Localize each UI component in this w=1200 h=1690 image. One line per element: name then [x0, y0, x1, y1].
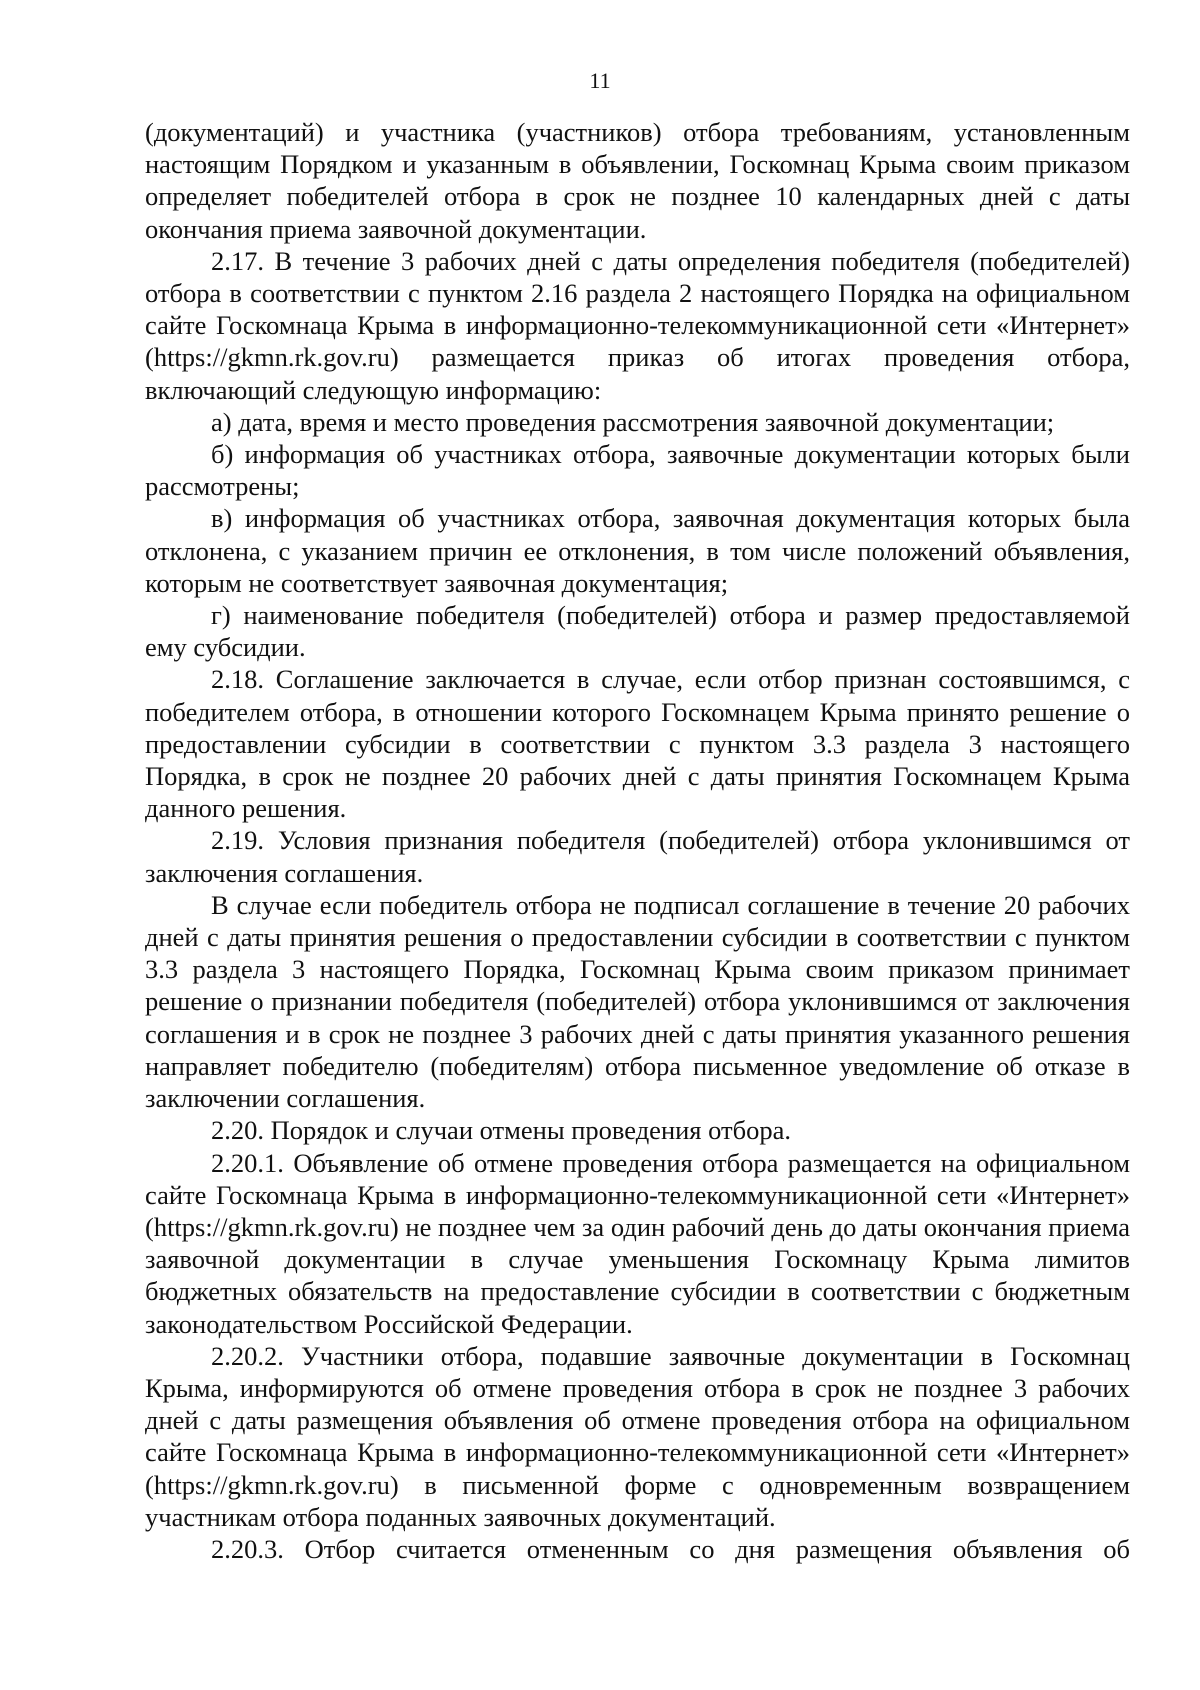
- paragraph-2-20-3: 2.20.3. Отбор считается отмененным со дня размещения объявления об: [211, 1533, 1130, 1564]
- paragraph-2-19-detail: В случае если победитель отбора не подписал соглашение в течение 20 рабочих дней с даты принятия решения о предоставлении субсидии в соответствии с пунктом 3.3 раздела 3 настоящего Порядка, Госкомнац Крыма своим приказом принимает решение о признании победителя (победителей) отбора уклонившимся от заключения соглашения и в срок не позднее 3 рабочих дней с даты принятия указанного решения направляет победителю (победителям) отбора письменное уведомление об отказе в заключении соглашения.: [145, 889, 1130, 1114]
- list-item-a: а) дата, время и место проведения рассмотрения заявочной документации;: [211, 406, 1055, 437]
- document-body: [145, 116, 1130, 1565]
- list-item-b: б) информация об участниках отбора, заявочные документации которых были рассмотрены;: [145, 439, 1130, 502]
- page-number: 11: [589, 68, 611, 93]
- paragraph-2-20-1: 2.20.1. Объявление об отмене проведения отбора размещается на официальном сайте Госкомнаца Крыма в информационно-телекоммуникационной сети «Интернет» (https://gkmn.rk.gov.ru) не позднее чем за один рабочий день до даты окончания приема заявочной документации в случае уменьшения Госкомнацу Крыма лимитов бюджетных обязательств на предоставление субсидии в соответствии с бюджетным законодательством Российской Федерации.: [145, 1147, 1130, 1339]
- paragraph-2-19: 2.19. Условия признания победителя (победителей) отбора уклонившимся от заключения соглашения.: [145, 825, 1130, 888]
- paragraph-2-17: 2.17. В течение 3 рабочих дней с даты определения победителя (победителей) отбора в соответствии с пунктом 2.16 раздела 2 настоящего Порядка на официальном сайте Госкомнаца Крыма в информационно-телекоммуникационной сети «Интернет» (https://gkmn.rk.gov.ru) размещается приказ об итогах проведения отбора, включающий следующую информацию:: [145, 245, 1130, 405]
- paragraph-2-18: 2.18. Соглашение заключается в случае, если отбор признан состоявшимся, с победителем отбора, в отношении которого Госкомнацем Крыма принято решение о предоставлении субсидии в соответствии с пунктом 3.3 раздела 3 настоящего Порядка, в срок не позднее 20 рабочих дней с даты принятия Госкомнацем Крыма данного решения.: [145, 664, 1130, 824]
- paragraph-2-20-2: 2.20.2. Участники отбора, подавшие заявочные документации в Госкомнац Крыма, информируются об отмене проведения отбора в срок не позднее 3 рабочих дней с даты размещения объявления об отмене проведения отбора на официальном сайте Госкомнаца Крыма в информационно-телекоммуникационной сети «Интернет» (https://gkmn.rk.gov.ru) в письменной форме с одновременным возвращением участникам отбора поданных заявочных документаций.: [145, 1340, 1130, 1532]
- list-item-g: г) наименование победителя (победителей) отбора и размер предоставляемой ему субсидии.: [145, 600, 1130, 663]
- list-item-v: в) информация об участниках отбора, заявочная документация которых была отклонена, с указанием причин ее отклонения, в том числе положений объявления, которым не соответствует заявочная документация;: [145, 503, 1130, 598]
- paragraph-continuation: (документаций) и участника (участников) отбора требованиям, установленным настоящим Порядком и указанным в объявлении, Госкомнац Крыма своим приказом определяет победителей отбора в срок не позднее 10 календарных дней с даты окончания приема заявочной документации.: [145, 117, 1130, 244]
- paragraph-2-20: 2.20. Порядок и случаи отмены проведения отбора.: [211, 1115, 791, 1146]
